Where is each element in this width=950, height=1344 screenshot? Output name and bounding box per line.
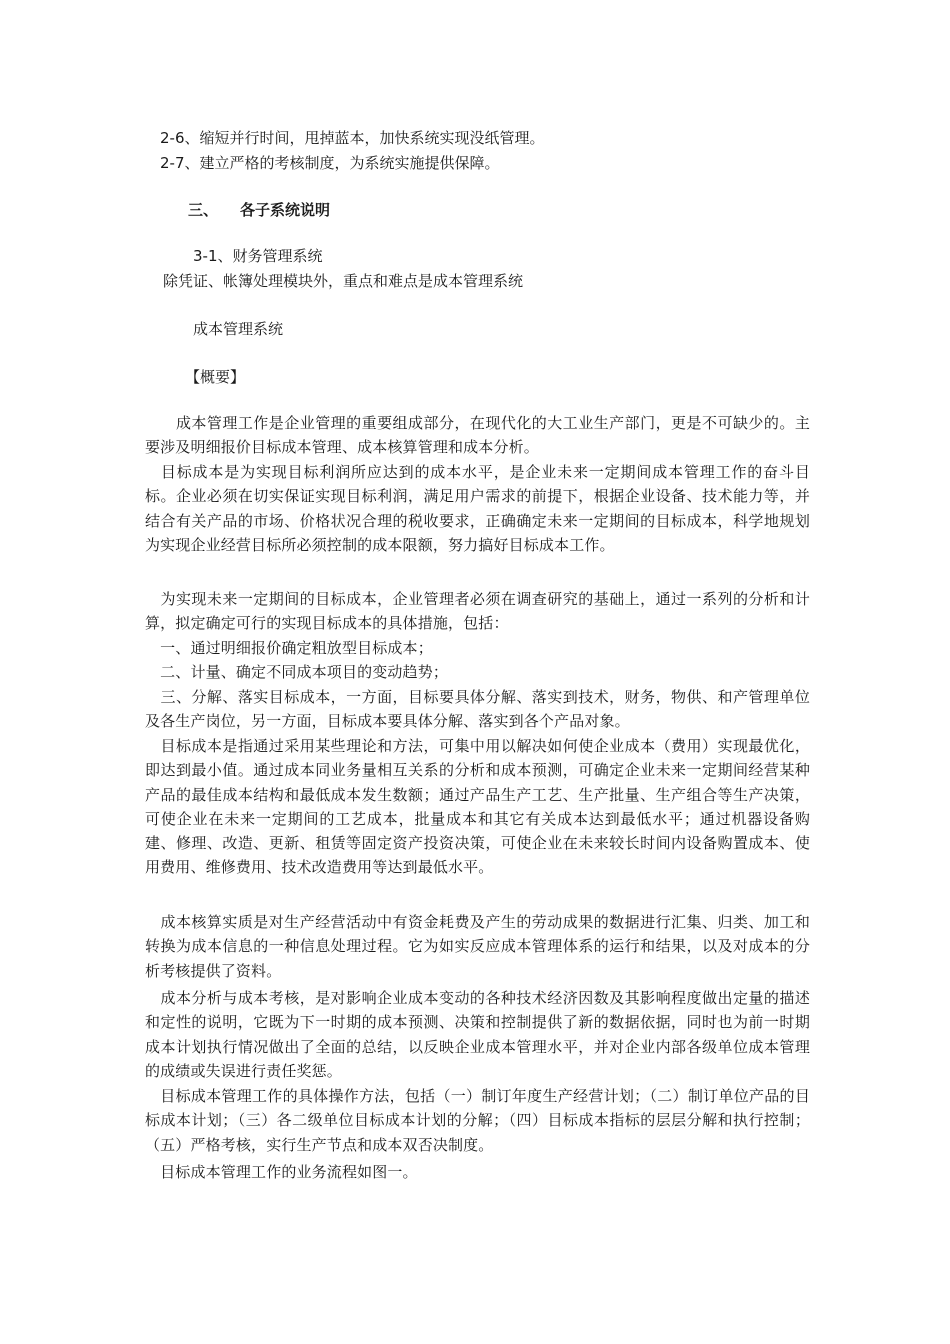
- measure-item-3: 三、分解、落实目标成本，一方面，目标要具体分解、落实到技术，财务，物供、和产管理单位及各生产岗位，另一方面，目标成本要具体分解、落实到各个产品对象。: [145, 688, 810, 731]
- paragraph-target-cost-definition: 目标成本是指通过采用某些理论和方法，可集中用以解决如何使企业成本（费用）实现最优化，即达到最小值。通过成本同业务量相互关系的分析和成本预测，可确定企业未来一定期间经营某种产品的最佳成本结构和最低成本发生数额；通过产品生产工艺、生产批量、生产组合等生产决策，可使企业在未来一定期间的工艺成本，批量成本和其它有关成本达到最低水平；通过机器设备购建、修理、改造、更新、租赁等固定资产投资决策，可使企业在未来较长时间内设备购置成本、使用费用、维修费用、技术改造费用等达到最低水平。: [145, 737, 810, 877]
- measure-item-2: 二、计量、确定不同成本项目的变动趋势；: [145, 663, 449, 681]
- paragraph-intro: 成本管理工作是企业管理的重要组成部分，在现代化的大工业生产部门，更是不可缺少的。主要涉及明细报价目标成本管理、成本核算管理和成本分析。: [145, 414, 810, 457]
- cost-system-title: 成本管理系统: [193, 320, 284, 338]
- paragraph-measures: 为实现未来一定期间的目标成本，企业管理者必须在调查研究的基础上，通过一系列的分析和计算，拟定确定可行的实现目标成本的具体措施，包括：: [145, 590, 810, 633]
- subsection-intro: 除凭证、帐簿处理模块外，重点和难点是成本管理系统: [163, 272, 524, 290]
- section-title: 各子系统说明: [240, 201, 331, 219]
- paragraph-cost-accounting: 成本核算实质是对生产经营活动中有资金耗费及产生的劳动成果的数据进行汇集、归类、加工和转换为成本信息的一种信息处理过程。它为如实反应成本管理体系的运行和结果，以及对成本的分析考核提供了资料。: [145, 913, 810, 980]
- subsection-title: 3-1、财务管理系统: [193, 247, 323, 265]
- paragraph-target-cost: 目标成本是为实现目标利润所应达到的成本水平，是企业未来一定期间成本管理工作的奋斗目标。企业必须在切实保证实现目标利润，满足用户需求的前提下，根据企业设备、技术能力等，并结合有关产品的市场、价格状况合理的税收要求，正确确定未来一定期间的目标成本，科学地规划为实现企业经营目标所必须控制的成本限额，努力搞好目标成本工作。: [145, 463, 810, 554]
- paragraph-operation-methods: 目标成本管理工作的具体操作方法，包括（一）制订年度生产经营计划；（二）制订单位产品的目标成本计划；（三）各二级单位目标成本计划的分解；（四）目标成本指标的层层分解和执行控制；（五）严格考核，实行生产节点和成本双否决制度。: [145, 1087, 810, 1154]
- list-item-2-6: 2-6、缩短并行时间，甩掉蓝本，加快系统实现没纸管理。: [160, 129, 545, 147]
- paragraph-workflow: 目标成本管理工作的业务流程如图一。: [145, 1163, 418, 1181]
- measure-item-1: 一、通过明细报价确定粗放型目标成本；: [145, 639, 433, 657]
- section-number: 三、: [188, 201, 219, 219]
- list-item-2-7: 2-7、建立严格的考核制度，为系统实施提供保障。: [160, 154, 500, 172]
- paragraph-cost-analysis: 成本分析与成本考核，是对影响企业成本变动的各种技术经济因数及其影响程度做出定量的描述和定性的说明，它既为下一时期的成本预测、决策和控制提供了新的数据依据，同时也为前一时期成本计划执行情况做出了全面的总结，以反映企业成本管理水平，并对企业内部各级单位成本管理的成绩或失误进行责任奖惩。: [145, 989, 810, 1080]
- overview-label: 【概要】: [185, 368, 246, 386]
